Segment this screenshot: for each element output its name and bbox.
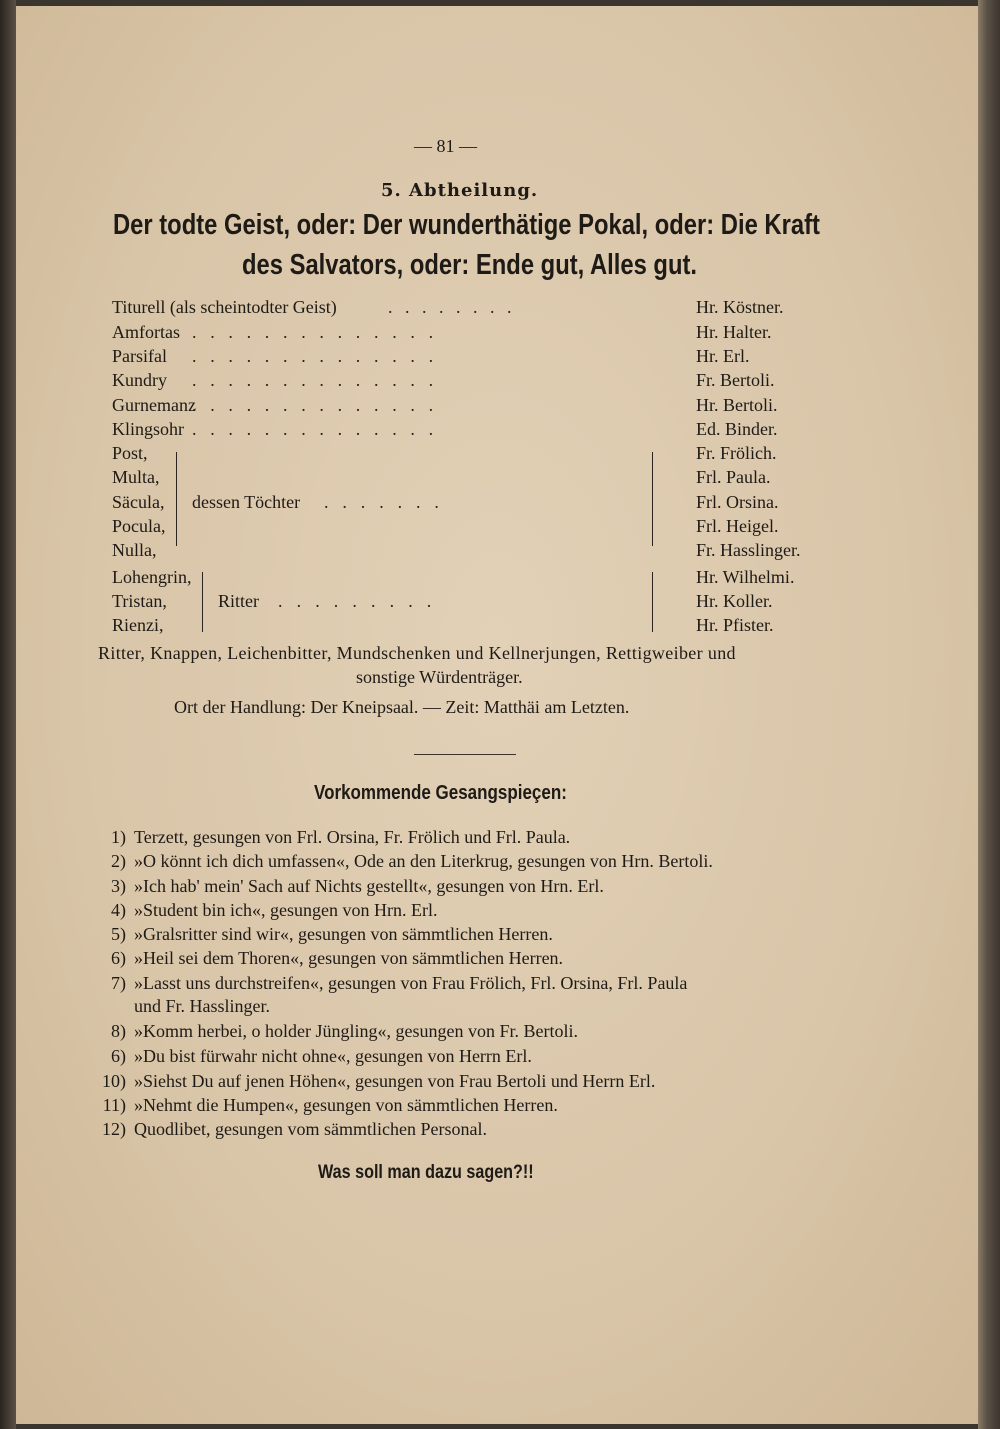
song-number: 6) — [111, 1046, 126, 1066]
daughter-actor: Fr. Frölich. — [696, 443, 777, 463]
song-text: Terzett, gesungen von Frl. Orsina, Fr. Frölich und Frl. Paula. — [134, 827, 571, 847]
book-binding — [0, 0, 16, 1429]
daughter-name: Pocula, — [112, 516, 166, 536]
cast-dots: . . . . . . . . . . . . . . — [192, 419, 438, 439]
cast-actor: Hr. Bertoli. — [696, 395, 778, 415]
song-number: 7) — [111, 973, 126, 993]
cast-dots: . . . . . . . . . . . . . . — [192, 370, 438, 390]
song-text: »Heil sei dem Thoren«, gesungen von sämmtlichen Herren. — [134, 948, 564, 968]
knight-actor: Hr. Koller. — [696, 591, 773, 611]
knights-brace-left — [194, 572, 203, 632]
knight-name: Lohengrin, — [112, 567, 192, 587]
section-divider — [414, 754, 516, 755]
song-number: 11) — [102, 1095, 126, 1115]
daughter-actor: Frl. Paula. — [696, 467, 771, 487]
cast-dots: . . . . . . . . — [388, 297, 516, 317]
page-number: — 81 — — [414, 136, 477, 156]
cast-dots: . . . . . . . . . . . . . . — [192, 346, 438, 366]
daughter-name: Säcula, — [112, 492, 165, 512]
closing-line: Was soll man dazu sagen?!! — [318, 1162, 534, 1183]
song-text: »Siehst Du auf jenen Höhen«, gesungen von Frau Bertoli und Herrn Erl. — [134, 1071, 656, 1091]
song-text: Quodlibet, gesungen vom sämmtlichen Personal. — [134, 1119, 487, 1139]
cast-dots: . . . . . . . . . . . . . . — [192, 395, 438, 415]
song-text: »Komm herbei, o holder Jüngling«, gesungen von Fr. Bertoli. — [134, 1021, 578, 1041]
songs-heading: Vorkommende Gesangspieçen: — [314, 782, 567, 804]
cast-role: Titurell (als scheintodter Geist) — [112, 297, 337, 317]
song-number: 6) — [111, 948, 126, 968]
cast-role: Parsifal — [112, 346, 167, 366]
song-number: 10) — [102, 1071, 126, 1091]
song-text: »Nehmt die Humpen«, gesungen von sämmtlichen Herren. — [134, 1095, 558, 1115]
daughter-actor: Frl. Heigel. — [696, 516, 779, 536]
knight-actor: Hr. Wilhelmi. — [696, 567, 795, 587]
song-number: 12) — [102, 1119, 126, 1139]
song-number: 3) — [111, 876, 126, 896]
knight-actor: Hr. Pfister. — [696, 615, 774, 635]
daughter-name: Nulla, — [112, 540, 157, 560]
cast-role: Kundry — [112, 370, 167, 390]
cast-actor: Hr. Halter. — [696, 322, 772, 342]
cast-role: Gurnemanz — [112, 395, 196, 415]
song-text: »Student bin ich«, gesungen von Hrn. Erl. — [134, 900, 438, 920]
book-page — [16, 6, 978, 1424]
extras-line-1: Ritter, Knappen, Leichenbitter, Mundschenken und Kellnerjungen, Rettigweiber und — [98, 643, 736, 663]
setting-line: Ort der Handlung: Der Kneipsaal. — Zeit: Matthäi am Letzten. — [174, 697, 630, 717]
extras-line-2: sonstige Würdenträger. — [356, 667, 523, 687]
cast-role: Klingsohr — [112, 419, 184, 439]
song-number: 8) — [111, 1021, 126, 1041]
song-text: »Gralsritter sind wir«, gesungen von sämmtlichen Herren. — [134, 924, 553, 944]
song-text: »O könnt ich dich umfassen«, Ode an den Literkrug, gesungen von Hrn. Bertoli. — [134, 851, 713, 871]
song-number: 5) — [111, 924, 126, 944]
knights-dots: . . . . . . . . . — [278, 591, 437, 611]
song-number: 4) — [111, 900, 126, 920]
cast-actor: Fr. Bertoli. — [696, 370, 775, 390]
song-number: 1) — [111, 827, 126, 847]
daughter-name: Multa, — [112, 467, 160, 487]
title-line-2: des Salvators, oder: Ende gut, Alles gut. — [242, 249, 697, 281]
daughters-label: dessen Töchter — [192, 492, 301, 512]
knights-label: Ritter — [218, 591, 259, 611]
song-text: »Du bist fürwahr nicht ohne«, gesungen von Herrn Erl. — [134, 1046, 532, 1066]
daughters-dots: . . . . . . . — [324, 492, 444, 512]
song-text: »Ich hab' mein' Sach auf Nichts gestellt«, gesungen von Hrn. Erl. — [134, 876, 604, 896]
cast-actor: Hr. Erl. — [696, 346, 750, 366]
cast-actor: Hr. Köstner. — [696, 297, 784, 317]
daughters-brace-left — [168, 452, 177, 546]
knight-name: Tristan, — [112, 591, 167, 611]
cast-role: Amfortas — [112, 322, 180, 342]
cast-actor: Ed. Binder. — [696, 419, 778, 439]
song-text-continued: und Fr. Hasslinger. — [134, 996, 271, 1016]
cast-dots: . . . . . . . . . . . . . . — [192, 322, 438, 342]
title-line-1: Der todte Geist, oder: Der wunderthätige Pokal, oder: Die Kraft — [113, 209, 820, 241]
knights-brace-right — [652, 572, 661, 632]
daughter-actor: Fr. Hasslinger. — [696, 540, 801, 560]
section-heading: 5. Abtheilung. — [381, 180, 539, 201]
song-text: »Lasst uns durchstreifen«, gesungen von Frau Frölich, Frl. Orsina, Frl. Paula — [134, 973, 688, 993]
page-edge — [978, 0, 1000, 1429]
song-number: 2) — [111, 851, 126, 871]
daughter-name: Post, — [112, 443, 148, 463]
daughter-actor: Frl. Orsina. — [696, 492, 779, 512]
daughters-brace-right — [652, 452, 661, 546]
knight-name: Rienzi, — [112, 615, 164, 635]
